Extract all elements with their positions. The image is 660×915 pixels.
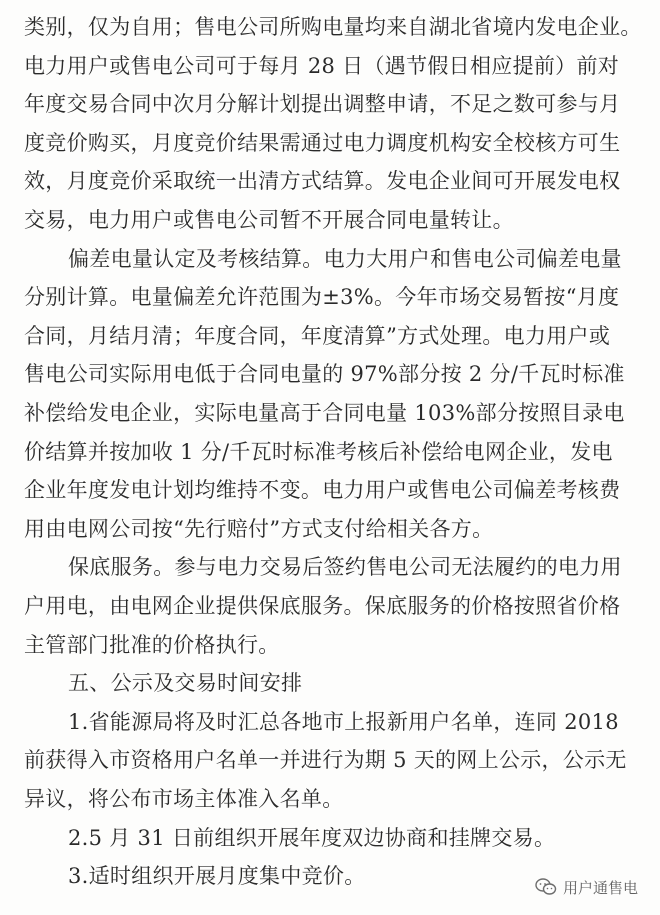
paragraph-line: 企业年度发电计划均维持不变。电力用户或售电公司偏差考核费 xyxy=(24,478,621,502)
paragraph-line: 度竞价购买，月度竞价结果需通过电力调度机构安全校核方可生 xyxy=(24,131,621,155)
paragraph-line: 年度交易合同中次月分解计划提出调整申请，不足之数可参与月 xyxy=(24,92,621,116)
wechat-icon xyxy=(535,878,557,896)
paragraph-line: 合同，月结月清；年度合同，年度清算”方式处理。电力用户或 xyxy=(24,324,611,348)
paragraph-line: 保底服务。参与电力交易后签约售电公司无法履约的电力用 xyxy=(68,555,622,579)
paragraph-line: 电力用户或售电公司可于每月 28 日（遇节假日相应提前）前对 xyxy=(24,54,620,78)
paragraph-line: 交易，电力用户或售电公司暂不开展合同电量转让。 xyxy=(24,208,514,232)
paragraph-line: 偏差电量认定及考核结算。电力大用户和售电公司偏差电量 xyxy=(68,247,622,271)
watermark xyxy=(535,872,638,902)
paragraph-line: 异议，将公布市场主体准入名单。 xyxy=(24,787,344,811)
paragraph-line: 效，月度竞价采取统一出清方式结算。发电企业间可开展发电权 xyxy=(24,169,621,193)
paragraph-line: 主管部门批准的价格执行。 xyxy=(24,633,280,657)
paragraph-line: 价结算并按加收 1 分/千瓦时标准考核后补偿给电网企业，发电 xyxy=(24,440,613,464)
list-item-line: 3.适时组织开展月度集中竞价。 xyxy=(68,864,366,888)
paragraph-line: 补偿给发电企业，实际电量高于合同电量 103%部分按照目录电 xyxy=(24,401,625,425)
paragraph-line: 类别，仅为自用；售电公司所购电量均来自湖北省境内发电企业。 xyxy=(24,15,642,39)
paragraph-line: 前获得入市资格用户名单一并进行为期 5 天的网上公示，公示无 xyxy=(24,748,627,772)
section-heading: 五、公示及交易时间安排 xyxy=(68,671,303,695)
paragraph-line: 分别计算。电量偏差允许范围为±3%。今年市场交易暂按“月度 xyxy=(24,285,620,309)
paragraph-line: 用由电网公司按“先行赔付”方式支付给相关各方。 xyxy=(24,517,494,541)
list-item-line: 2.5 月 31 日前组织开展年度双边协商和挂牌交易。 xyxy=(68,826,556,850)
paragraph-line: 户用电，由电网企业提供保底服务。保底服务的价格按照省价格 xyxy=(24,594,621,618)
watermark-text: 用户通售电 xyxy=(562,878,638,897)
paragraph-line: 1.省能源局将及时汇总各地市上报新用户名单，连同 2018 xyxy=(68,710,619,734)
paragraph-line: 售电公司实际用电低于合同电量的 97%部分按 2 分/千瓦时标准 xyxy=(24,362,625,386)
